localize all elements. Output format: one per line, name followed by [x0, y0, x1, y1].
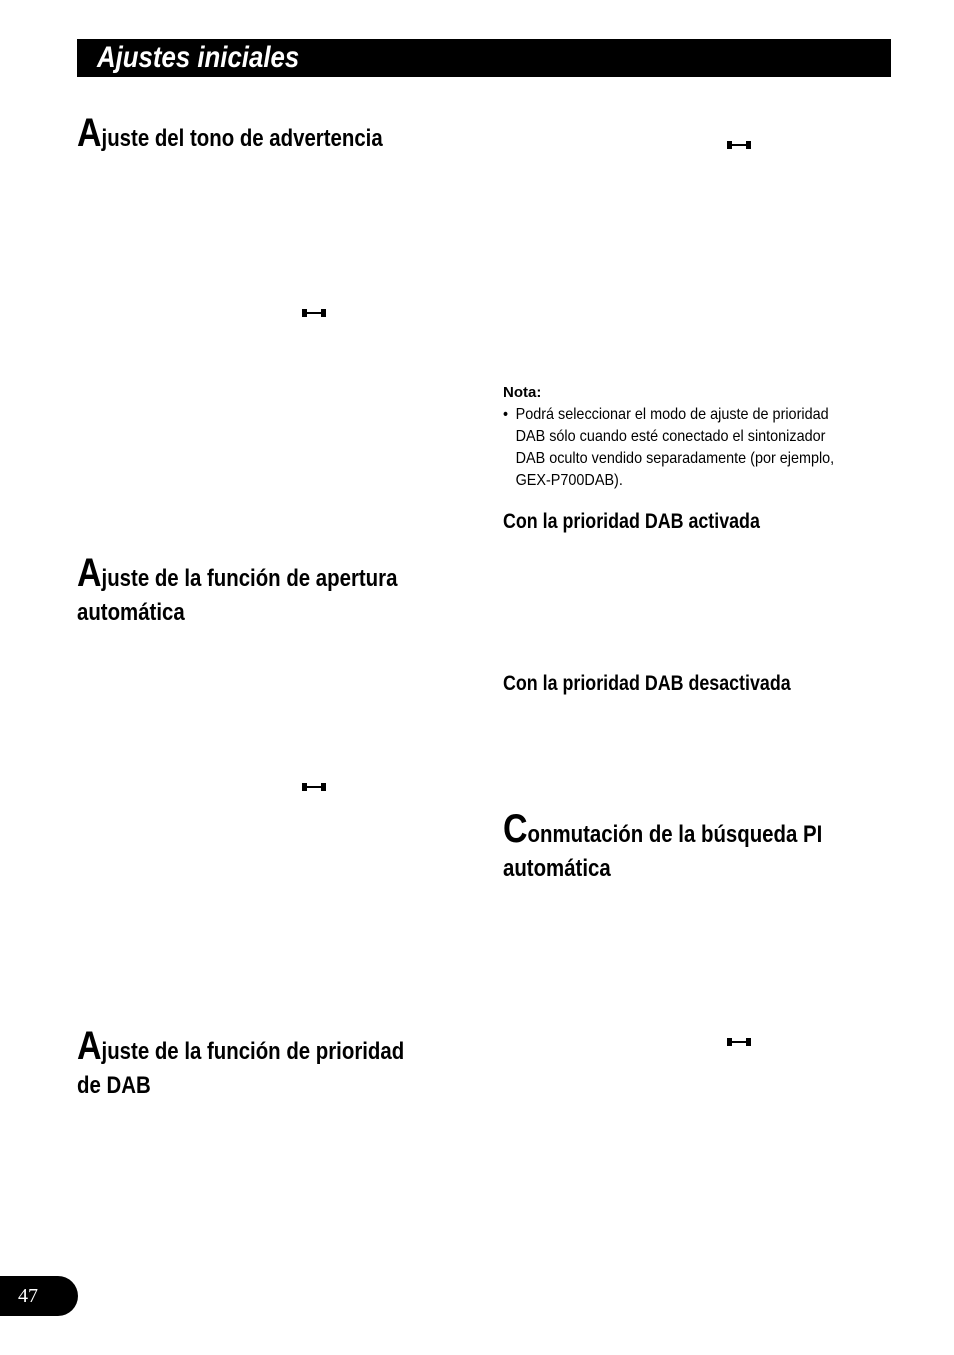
note-item — [503, 404, 894, 492]
heading-tono-advertencia — [77, 111, 383, 156]
heading-prioridad-dab — [77, 1024, 405, 1103]
page-title: Ajustes iniciales — [97, 41, 300, 74]
end-mark-icon — [302, 783, 326, 791]
heading-text-line2: de DAB — [77, 1072, 151, 1099]
heading-text-line1: onmutación de la búsqueda PI — [527, 821, 823, 848]
note-line: DAB sólo cuando esté conectado el sintonizador — [515, 428, 826, 445]
note-line: GEX-P700DAB). — [515, 472, 623, 489]
page-number-tab — [0, 1276, 78, 1316]
heading-initial: A — [77, 111, 102, 155]
subheading-prioridad-desactivada: Con la prioridad DAB desactivada — [503, 672, 791, 695]
note-block — [503, 382, 893, 492]
bullet-icon: • — [503, 406, 509, 423]
heading-initial: C — [503, 807, 528, 851]
end-mark-icon — [727, 141, 751, 149]
note-line: DAB oculto vendido separadamente (por ejemplo, — [515, 450, 835, 467]
heading-text: juste del tono de advertencia — [101, 125, 383, 152]
subheading-prioridad-activada: Con la prioridad DAB activada — [503, 510, 760, 533]
note-line: Podrá seleccionar el modo de ajuste de prioridad — [515, 406, 829, 423]
heading-apertura-automatica — [77, 551, 398, 630]
heading-text-line1: juste de la función de prioridad — [101, 1038, 405, 1065]
heading-initial: A — [77, 1024, 102, 1068]
section-banner — [77, 39, 891, 77]
heading-busqueda-pi — [503, 807, 823, 886]
heading-text-line2: automática — [77, 599, 185, 626]
heading-text-line2: automática — [503, 855, 611, 882]
page-number: 47 — [18, 1285, 38, 1307]
heading-text-line1: juste de la función de apertura — [101, 565, 398, 592]
end-mark-icon — [727, 1038, 751, 1046]
end-mark-icon — [302, 309, 326, 317]
heading-initial: A — [77, 551, 102, 595]
note-title: Nota: — [503, 384, 542, 401]
